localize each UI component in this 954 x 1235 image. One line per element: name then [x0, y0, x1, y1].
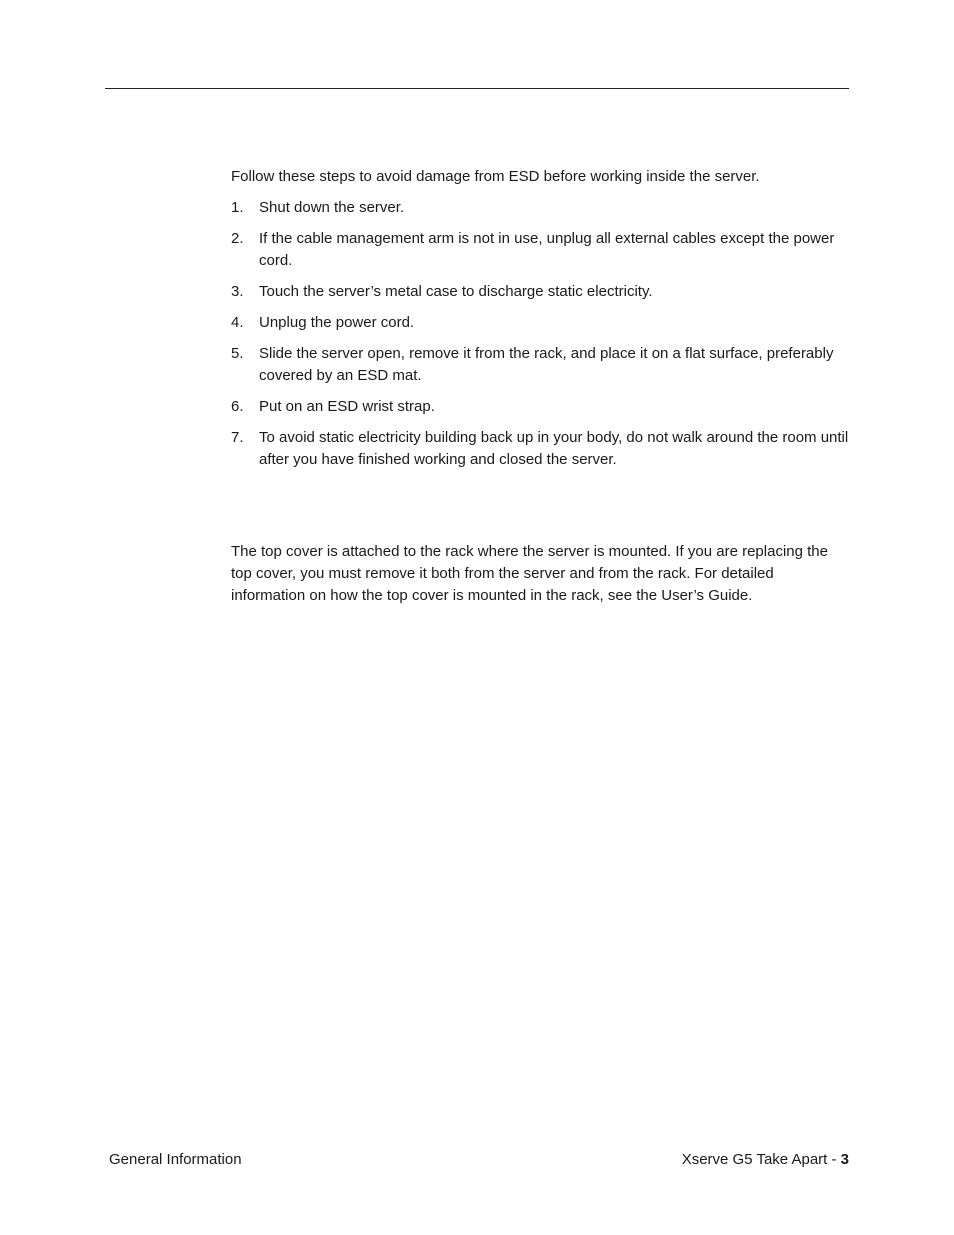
list-item: [231, 228, 851, 272]
step-number: 6.: [231, 398, 244, 415]
list-item: [231, 343, 851, 387]
step-text: Put on an ESD wrist strap.: [259, 398, 435, 415]
top-cover-paragraph: The top cover is attached to the rack where the server is mounted. If you are replacing the top cover, you must remove it both from the server and from the rack. For detailed information on how the top cover is mounted in the rack, see the User’s Guide.: [231, 543, 828, 604]
footer-doc-title: Xserve G5 Take Apart -: [681, 1151, 841, 1168]
step-text: Touch the server’s metal case to discharge static electricity.: [259, 283, 653, 300]
step-text: Slide the server open, remove it from the rack, and place it on a flat surface, preferably covered by an ESD mat.: [259, 345, 834, 384]
header-rule: [105, 88, 849, 89]
step-text: To avoid static electricity building back up in your body, do not walk around the room until after you have finished working and closed the server.: [259, 429, 849, 468]
footer-doc-info: [682, 1149, 849, 1171]
footer-section-title: General Information: [109, 1151, 242, 1168]
step-number: 1.: [231, 199, 244, 216]
step-number: 4.: [231, 314, 244, 331]
esd-steps-list: [231, 197, 851, 471]
step-text: Shut down the server.: [259, 199, 405, 216]
step-number: 7.: [231, 429, 244, 446]
page-number: 3: [840, 1151, 849, 1168]
step-number: 2.: [231, 230, 244, 247]
step-text: If the cable management arm is not in use, unplug all external cables except the power cord.: [259, 230, 835, 269]
list-item: [231, 427, 851, 471]
step-number: 5.: [231, 345, 244, 362]
step-number: 3.: [231, 283, 244, 300]
list-item: [231, 312, 851, 334]
list-item: [231, 281, 851, 303]
step-text: Unplug the power cord.: [259, 314, 415, 331]
esd-intro-text: Follow these steps to avoid damage from ESD before working inside the server.: [231, 168, 760, 185]
page-content: [231, 166, 851, 607]
list-item: [231, 396, 851, 418]
list-item: [231, 197, 851, 219]
